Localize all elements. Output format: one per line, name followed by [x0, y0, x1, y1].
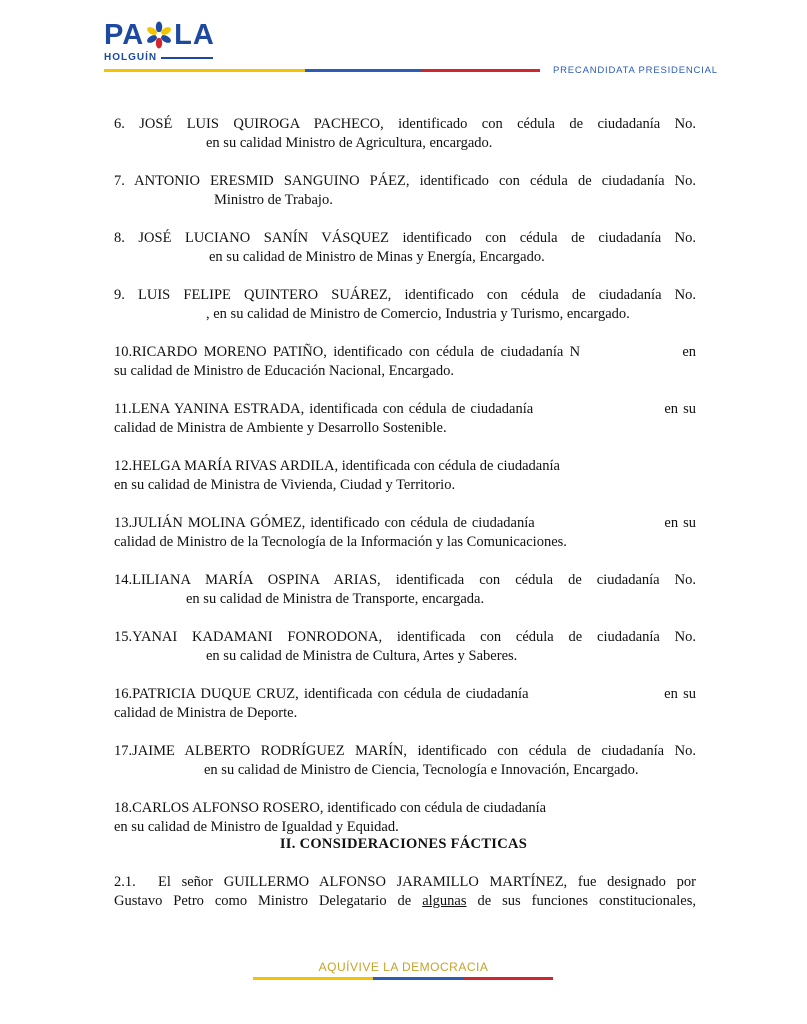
list-item-line2: en su calidad de Ministra de Transporte, encargada.	[186, 591, 485, 607]
list-item	[114, 229, 696, 267]
list-item-line2: en su calidad de Ministro de Minas y Energía, Encargado.	[209, 249, 545, 265]
list-item	[114, 115, 696, 153]
list-item-line1: 13.JULIÁN MOLINA GÓMEZ, identificado con cédula de ciudadanía en su	[114, 515, 696, 531]
flower-logo-icon	[145, 21, 173, 49]
paragraph-line2-after: de sus funciones constitucionales,	[466, 893, 696, 909]
ministers-list	[114, 115, 696, 856]
list-item-line1: 8. JOSÉ LUCIANO SANÍN VÁSQUEZ identificado con cédula de ciudadanía No.	[114, 230, 696, 246]
paragraph-line2-before: Gustavo Petro como Ministro Delegatario de	[114, 893, 423, 909]
list-item	[114, 343, 696, 381]
logo-wordmark	[104, 20, 234, 50]
list-item-line2: en su calidad Ministro de Agricultura, encargado.	[206, 135, 493, 151]
campaign-logo	[104, 20, 234, 68]
list-item	[114, 457, 696, 495]
list-item-line2: su calidad de Ministro de Educación Nacional, Encargado.	[114, 363, 454, 379]
paragraph-number: 2.1.	[114, 874, 136, 890]
list-item-line2: calidad de Ministra de Ambiente y Desarrollo Sostenible.	[114, 420, 447, 436]
list-item-line1: 12.HELGA MARÍA RIVAS ARDILA, identificada con cédula de ciudadanía	[114, 458, 560, 474]
list-item-line2: calidad de Ministra de Deporte.	[114, 705, 298, 721]
list-item-line2: en su calidad de Ministra de Cultura, Artes y Saberes.	[206, 648, 518, 664]
list-item-line1: 9. LUIS FELIPE QUINTERO SUÁREZ, identificado con cédula de ciudadanía No.	[114, 287, 696, 303]
list-item-line2: en su calidad de Ministro de Igualdad y Equidad.	[114, 819, 399, 835]
list-item	[114, 400, 696, 438]
header-tagline: PRECANDIDATA PRESIDENCIAL	[553, 65, 718, 76]
list-item-line1: 6. JOSÉ LUIS QUIROGA PACHECO, identificado con cédula de ciudadanía No.	[114, 116, 696, 132]
logo-rule	[161, 57, 213, 59]
paragraph-line2	[114, 892, 696, 911]
list-item	[114, 172, 696, 210]
list-item-line2: Ministro de Trabajo.	[214, 192, 333, 208]
logo-text-left: PA	[104, 19, 145, 51]
paragraph-underlined-word: algunas	[422, 893, 467, 909]
list-item-line2: , en su calidad de Ministro de Comercio, Industria y Turismo, encargado.	[206, 306, 630, 322]
logo-surname: HOLGUÍN	[104, 52, 158, 63]
paragraph-line1-text: El señor GUILLERMO ALFONSO JARAMILLO MARTÍNEZ, fue designado por	[158, 874, 696, 890]
paragraph-line1	[114, 873, 696, 892]
list-item-line1: 15.YANAI KADAMANI FONRODONA, identificada con cédula de ciudadanía No.	[114, 629, 696, 645]
footer-tricolor-line	[253, 977, 553, 980]
list-item-line2: en su calidad de Ministra de Vivienda, Ciudad y Territorio.	[114, 477, 456, 493]
list-item	[114, 571, 696, 609]
logo-subtitle	[104, 52, 234, 63]
header-tricolor-line	[104, 69, 540, 72]
list-item	[114, 742, 696, 780]
list-item-line1: 16.PATRICIA DUQUE CRUZ, identificada con cédula de ciudadanía en su	[114, 686, 696, 702]
section-title: II. CONSIDERACIONES FÁCTICAS	[279, 836, 528, 852]
list-item	[114, 685, 696, 723]
list-item-line1: 18.CARLOS ALFONSO ROSERO, identificado con cédula de ciudadanía	[114, 800, 547, 816]
logo-text-right: LA	[174, 19, 215, 51]
list-item-line1: 11.LENA YANINA ESTRADA, identificada con cédula de ciudadanía en su	[114, 401, 696, 417]
list-item-line2: calidad de Ministro de la Tecnología de la Información y las Comunicaciones.	[114, 534, 567, 550]
list-item-line1: 14.LILIANA MARÍA OSPINA ARIAS, identificada con cédula de ciudadanía No.	[114, 572, 696, 588]
list-item-line2: en su calidad de Ministro de Ciencia, Tecnología e Innovación, Encargado.	[204, 762, 639, 778]
footer-slogan: AQUÍVIVE LA DEMOCRACIA	[318, 960, 489, 974]
list-item-line1: 7. ANTONIO ERESMID SANGUINO PÁEZ, identificado con cédula de ciudadanía No.	[114, 173, 696, 189]
list-item	[114, 286, 696, 324]
list-item-line1: 10.RICARDO MORENO PATIÑO, identificado con cédula de ciudadanía N en	[114, 344, 696, 360]
facts-paragraph	[114, 873, 696, 911]
list-item	[114, 628, 696, 666]
list-item	[114, 799, 696, 837]
list-item	[114, 514, 696, 552]
list-item-line1: 17.JAIME ALBERTO RODRÍGUEZ MARÍN, identificado con cédula de ciudadanía No.	[114, 743, 696, 759]
